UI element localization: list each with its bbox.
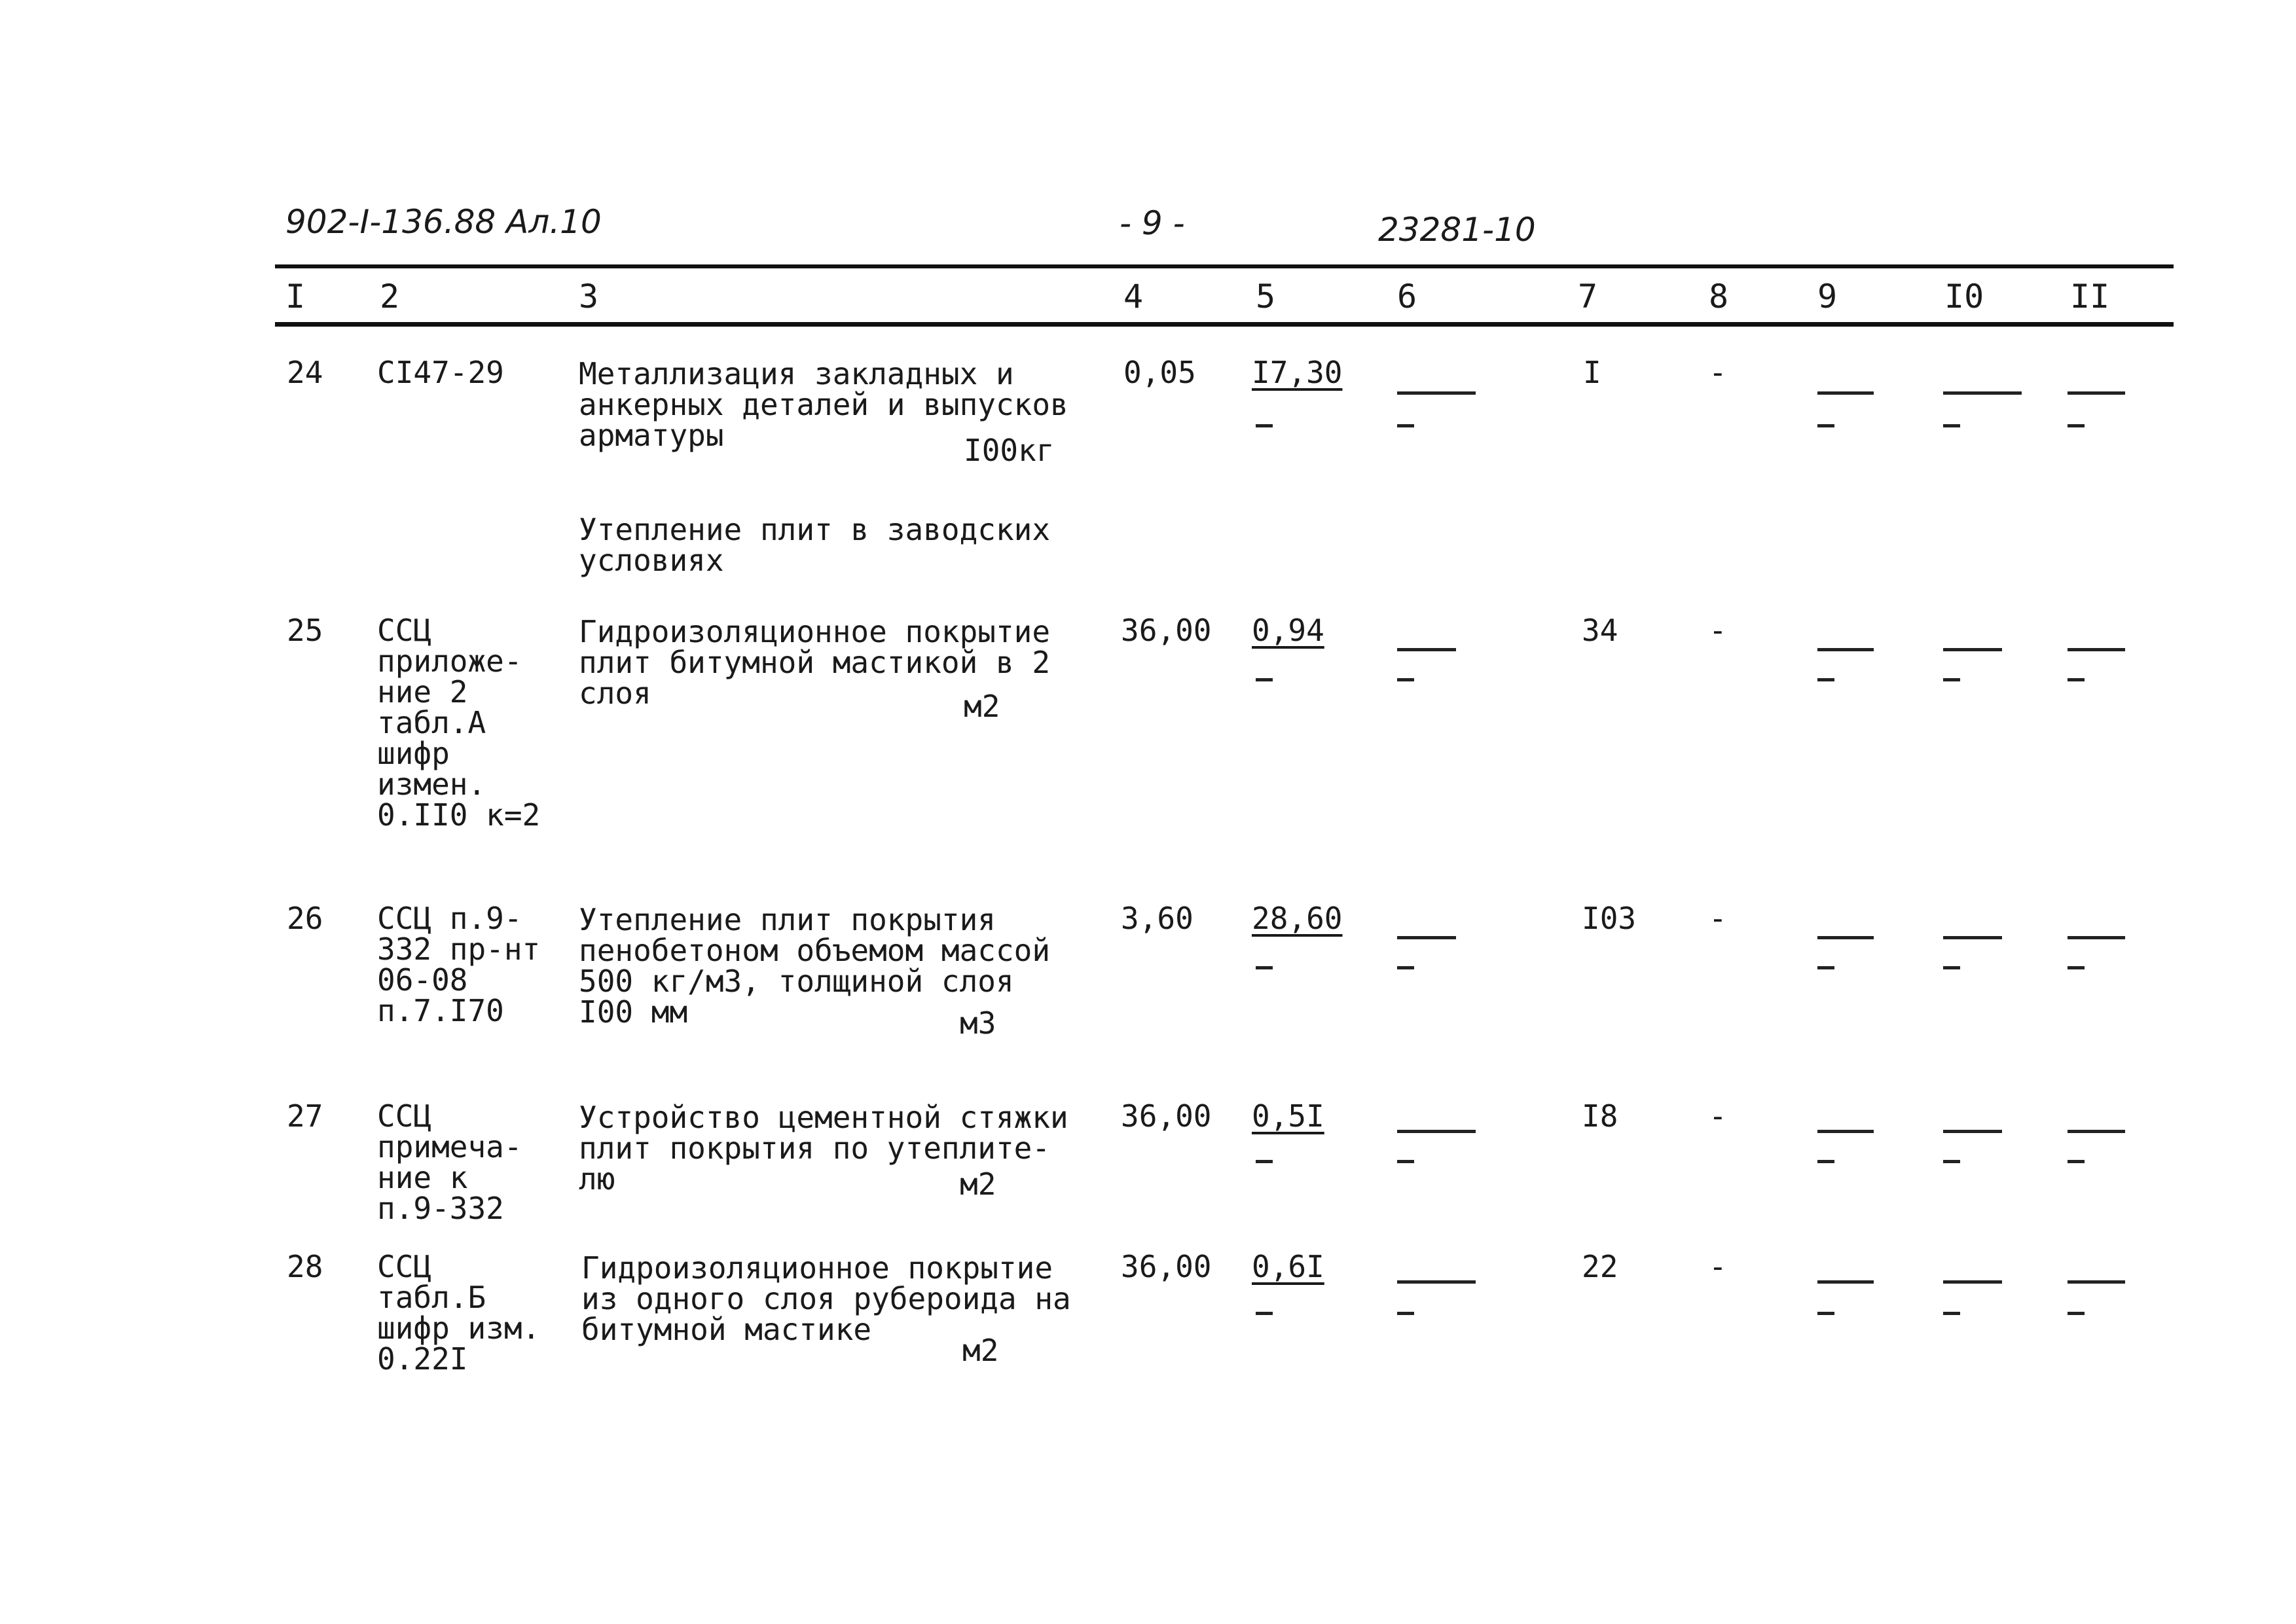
ditto-mark: [1256, 678, 1273, 681]
ditto-mark: [2068, 966, 2085, 969]
document-code: 902-I-136.88 Ал.10: [285, 203, 602, 241]
row-number: 28: [287, 1249, 323, 1284]
col-header-8: 8: [1709, 278, 1729, 316]
row-quantity: 36,00: [1121, 613, 1212, 648]
ditto-mark: [1817, 936, 1874, 939]
row-col8: -: [1709, 901, 1727, 936]
ditto-mark: [1943, 678, 1960, 681]
ditto-mark: [1397, 391, 1476, 395]
row-description: Утепление плит покрытия пенобетоном объемом массой 500 кг/м3, толщиной слоя I00 мм: [579, 902, 1051, 1030]
ditto-mark: [1817, 1280, 1874, 1284]
col-header-1: I: [285, 278, 306, 316]
col-header-2: 2: [380, 278, 400, 316]
ditto-mark: [1817, 424, 1834, 427]
row-col7: I8: [1582, 1098, 1618, 1134]
ditto-mark: [1943, 936, 2002, 939]
ditto-mark: [2068, 648, 2125, 651]
row-number: 27: [287, 1098, 323, 1134]
col-header-7: 7: [1578, 278, 1598, 316]
ditto-mark: [1397, 648, 1456, 651]
row-description: Металлизация закладных и анкерных деталей и выпусков арматуры: [579, 356, 1068, 453]
row-description: Устройство цементной стяжки плит покрытия по утеплите- лю: [579, 1100, 1068, 1197]
row-unit: м3: [960, 1005, 996, 1041]
ditto-mark: [2068, 1160, 2085, 1163]
ditto-mark: [1256, 966, 1273, 969]
row-unit-price: 0,6I: [1252, 1249, 1324, 1284]
row-unit: м2: [960, 1166, 996, 1202]
ditto-mark: [1256, 1312, 1273, 1315]
ditto-mark: [1943, 1160, 1960, 1163]
row-quantity: 36,00: [1121, 1249, 1212, 1284]
ditto-mark: [1817, 1130, 1874, 1133]
row-description: Гидроизоляционное покрытие из одного слоя рубероида на битумной мастике: [581, 1250, 1071, 1347]
ditto-mark: [1943, 966, 1960, 969]
ditto-mark: [2068, 1130, 2125, 1133]
row-col8: -: [1709, 1249, 1727, 1284]
row-code: ССЦ примеча- ние к п.9-332: [377, 1098, 522, 1226]
row-col7: I: [1583, 355, 1601, 390]
row-col7: 22: [1582, 1249, 1618, 1284]
ditto-mark: [1397, 424, 1414, 427]
row-code: ССЦ приложе- ние 2 табл.А шифр измен. 0.II0 к=2: [377, 613, 541, 833]
col-header-6: 6: [1397, 278, 1417, 316]
ditto-mark: [1397, 1160, 1414, 1163]
row-quantity: 36,00: [1121, 1098, 1212, 1134]
ditto-mark: [1256, 1160, 1273, 1163]
ditto-mark: [1943, 391, 2022, 395]
row-unit: м2: [964, 689, 1000, 724]
row-number: 25: [287, 613, 323, 648]
ditto-mark: [1817, 648, 1874, 651]
col-header-4: 4: [1123, 278, 1144, 316]
ditto-mark: [1397, 936, 1456, 939]
ditto-mark: [1397, 1130, 1476, 1133]
row-description: Гидроизоляционное покрытие плит битумной мастикой в 2 слоя: [579, 614, 1051, 711]
ditto-mark: [2068, 936, 2125, 939]
ditto-mark: [1397, 966, 1414, 969]
section-title: Утепление плит в заводских условиях: [579, 512, 1051, 578]
row-unit-price: 0,94: [1252, 613, 1324, 648]
ditto-mark: [2068, 1312, 2085, 1315]
table-top-rule: [275, 264, 2174, 268]
ditto-mark: [2068, 391, 2125, 395]
ditto-mark: [1817, 966, 1834, 969]
row-unit: I00кг: [964, 433, 1055, 468]
row-code: ССЦ п.9-332 пр-нт 06-08 п.7.I70: [377, 901, 541, 1028]
ditto-mark: [1943, 648, 2002, 651]
row-quantity: 0,05: [1123, 355, 1196, 390]
ditto-mark: [1817, 1312, 1834, 1315]
row-code: СI47-29: [377, 355, 504, 390]
ditto-mark: [1943, 1280, 2002, 1284]
row-number: 24: [287, 355, 323, 390]
ditto-mark: [1256, 424, 1273, 427]
row-unit: м2: [962, 1333, 999, 1368]
ditto-mark: [1943, 1312, 1960, 1315]
row-col7: 34: [1582, 613, 1618, 648]
ditto-mark: [1817, 678, 1834, 681]
row-number: 26: [287, 901, 323, 936]
ditto-mark: [1397, 1312, 1414, 1315]
col-header-9: 9: [1817, 278, 1838, 316]
col-header-11: II: [2070, 278, 2110, 316]
sheet-number: 23281-10: [1378, 211, 1536, 249]
table-header-rule: [275, 322, 2174, 327]
row-code: ССЦ табл.Б шифр изм. 0.22I: [377, 1249, 541, 1377]
page-number: - 9 -: [1120, 204, 1185, 242]
col-header-5: 5: [1256, 278, 1276, 316]
row-unit-price: 0,5I: [1252, 1098, 1324, 1134]
ditto-mark: [1397, 1280, 1476, 1284]
ditto-mark: [2068, 1280, 2125, 1284]
col-header-10: I0: [1944, 278, 1984, 316]
row-quantity: 3,60: [1121, 901, 1194, 936]
row-col8: -: [1709, 355, 1727, 390]
ditto-mark: [1397, 678, 1414, 681]
row-col8: -: [1709, 613, 1727, 648]
ditto-mark: [1817, 1160, 1834, 1163]
ditto-mark: [1943, 424, 1960, 427]
col-header-3: 3: [579, 278, 599, 316]
ditto-mark: [1817, 391, 1874, 395]
row-col8: -: [1709, 1098, 1727, 1134]
row-unit-price: 28,60: [1252, 901, 1343, 936]
ditto-mark: [2068, 678, 2085, 681]
ditto-mark: [2068, 424, 2085, 427]
row-unit-price: I7,30: [1252, 355, 1343, 390]
row-col7: I03: [1582, 901, 1637, 936]
ditto-mark: [1943, 1130, 2002, 1133]
